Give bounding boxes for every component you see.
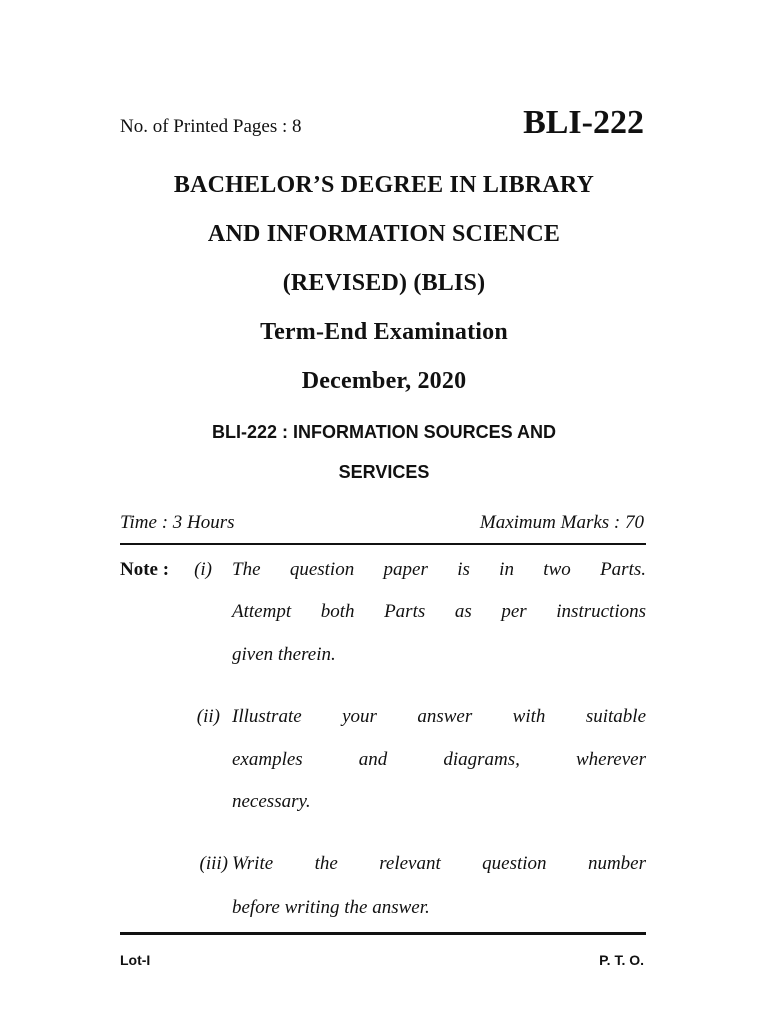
note-item-text: Write the relevant question number [232, 853, 646, 874]
note-item-text: Illustrate your answer with suitable [232, 706, 646, 727]
subject-title-line-2: SERVICES [338, 462, 430, 482]
exam-name: Term-End Examination [260, 319, 508, 345]
exam-time: Time : 3 Hours [120, 512, 235, 533]
header-divider [120, 543, 646, 545]
note-item-text: Attempt both Parts as per instructions [232, 601, 646, 622]
degree-title-line-1: BACHELOR’S DEGREE IN LIBRARY [173, 172, 595, 198]
degree-title-line-3: (REVISED) (BLIS) [282, 270, 486, 296]
please-turn-over: P. T. O. [599, 952, 644, 968]
note-item-number: (iii) [199, 853, 228, 874]
note-item-text: given therein. [232, 644, 336, 665]
note-item-text: The question paper is in two Parts. [232, 559, 646, 580]
exam-date: December, 2020 [301, 368, 467, 394]
maximum-marks: Maximum Marks : 70 [479, 512, 644, 533]
subject-title-line-1: BLI-222 : INFORMATION SOURCES AND [211, 422, 556, 442]
note-item-number: (ii) [196, 706, 220, 727]
note-label: Note : [120, 559, 170, 580]
note-item-text: before writing the answer. [232, 897, 430, 918]
footer-divider [120, 932, 646, 935]
note-item-text: necessary. [232, 791, 311, 812]
printed-pages-count: No. of Printed Pages : 8 [120, 116, 302, 137]
degree-title-line-2: AND INFORMATION SCIENCE [207, 221, 561, 247]
note-item-text: examples and diagrams, wherever [232, 749, 646, 770]
course-code: BLI-222 [523, 104, 644, 141]
note-item-number: (i) [194, 559, 212, 580]
lot-number: Lot-I [120, 952, 151, 968]
